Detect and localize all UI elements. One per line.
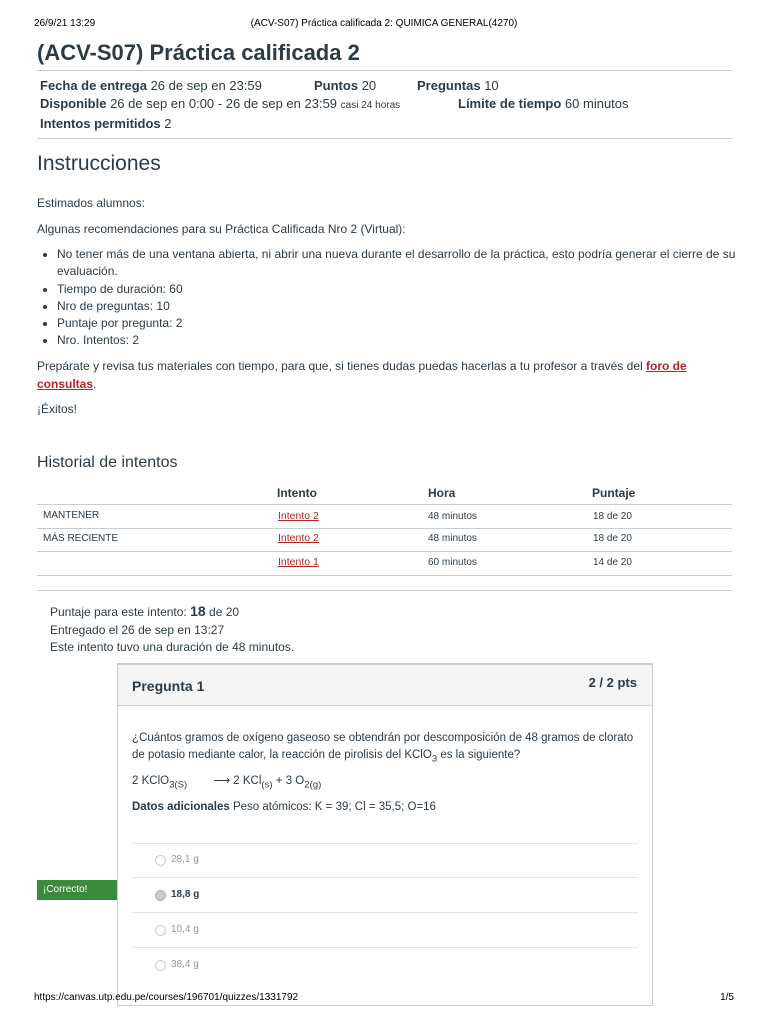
eq-left-sub: 3(S) xyxy=(169,779,188,791)
questions-label: Preguntas xyxy=(417,78,481,93)
additional-data-label: Datos adicionales xyxy=(132,801,230,813)
available-label: Disponible xyxy=(40,96,107,111)
points-label: Puntos xyxy=(314,78,359,93)
prepare-period: . xyxy=(93,376,97,391)
print-date: 26/9/21 13:29 xyxy=(34,18,96,29)
attempt-time: 48 minutos xyxy=(428,533,477,544)
score-label: Puntaje para este intento: xyxy=(50,605,187,619)
question-text-tail: es la siguiente? xyxy=(437,749,521,761)
attempts-value: 2 xyxy=(164,116,172,131)
quiz-meta-row-3 xyxy=(40,116,171,131)
table-divider xyxy=(37,551,732,552)
questions-meta xyxy=(417,78,499,93)
question-text xyxy=(132,730,637,767)
available-value: 26 de sep en 0:00 - 26 de sep en 23:59 xyxy=(110,96,338,111)
answer-divider xyxy=(132,912,638,913)
eq-arrow: ⟶ xyxy=(213,775,231,787)
intro-text: Algunas recomendaciones para su Práctica Calificada Nro 2 (Virtual): xyxy=(37,222,406,236)
answer-radio[interactable] xyxy=(155,925,166,936)
question-card xyxy=(117,663,653,1006)
attempt-time: 60 minutos xyxy=(428,557,477,568)
eq-right2: 3 O xyxy=(285,775,305,787)
table-divider xyxy=(37,504,732,505)
row-label: MÁS RECIENTE xyxy=(43,533,119,544)
additional-data-value: Peso atómicos: K = 39; Cl = 35,5; O=16 xyxy=(229,801,436,813)
print-url: https://canvas.utp.edu.pe/courses/196701/quizzes/1331792 xyxy=(34,992,299,1003)
attempt-time: 48 minutos xyxy=(428,511,477,522)
answer-option: 10,4 g xyxy=(171,924,199,935)
print-header xyxy=(34,18,734,32)
time-limit-label: Límite de tiempo xyxy=(458,96,562,111)
available-note: casi 24 horas xyxy=(340,100,401,111)
history-heading: Historial de intentos xyxy=(37,454,178,471)
eq-plus: + xyxy=(275,775,283,787)
column-header-time: Hora xyxy=(428,486,456,500)
column-header-score: Puntaje xyxy=(592,486,636,500)
questions-value: 10 xyxy=(484,78,499,93)
column-header-attempt: Intento xyxy=(277,486,317,500)
answer-option-selected: 18,8 g xyxy=(171,889,200,900)
greeting: Estimados alumnos: xyxy=(37,196,146,210)
reaction-equation xyxy=(132,773,637,793)
answer-divider xyxy=(132,877,638,878)
answer-divider xyxy=(132,843,638,844)
answer-radio[interactable] xyxy=(155,960,166,971)
attempt-link[interactable]: Intento 2 xyxy=(278,510,319,522)
recommendations-list xyxy=(37,246,747,350)
score-value: 18 xyxy=(190,603,206,619)
duration-text: Este intento tuvo una duración de 48 minutos. xyxy=(50,640,295,654)
answer-divider xyxy=(132,947,638,948)
due-label: Fecha de entrega xyxy=(40,78,147,93)
points-value: 20 xyxy=(361,78,377,93)
additional-data xyxy=(132,799,637,816)
question-text-sub: 3 xyxy=(431,753,438,765)
forum-link[interactable]: foro de consultas xyxy=(37,359,687,391)
attempt-score: 14 de 20 xyxy=(593,557,632,568)
list-item: • Nro de preguntas: 10 xyxy=(57,298,747,315)
attempt-score: 18 de 20 xyxy=(593,511,632,522)
list-item: • No tener más de una ventana abierta, ni abrir una nueva durante el desarrollo de la práctica, esto podría generar el cierre de su evaluación. xyxy=(57,246,747,281)
answer-radio-selected[interactable] xyxy=(155,890,166,901)
score-total: de 20 xyxy=(209,605,240,619)
time-limit-meta xyxy=(458,96,629,111)
question-title: Pregunta 1 xyxy=(132,678,205,694)
eq-right1-sub: (s) xyxy=(261,779,273,791)
list-item: • Puntaje por pregunta: 2 xyxy=(57,315,747,332)
eq-right2-sub: 2(g) xyxy=(304,779,322,791)
question-header xyxy=(118,665,652,706)
score-summary xyxy=(50,603,239,619)
table-divider xyxy=(37,528,732,529)
closing-text: ¡Éxitos! xyxy=(37,402,78,416)
answer-option: 28,1 g xyxy=(171,854,199,865)
points-meta xyxy=(314,78,376,93)
time-limit-value: 60 minutos xyxy=(564,96,629,111)
due-value: 26 de sep en 23:59 xyxy=(150,78,262,93)
section-divider xyxy=(37,590,732,591)
question-text-main: ¿Cuántos gramos de oxígeno gaseoso se obtendrán por descomposición de 48 gramos de clorato de potasio mediante calor, la reacción de pirolisis del KClO xyxy=(132,732,634,761)
print-title: (ACV-S07) Práctica calificada 2: QUIMICA GENERAL(4270) xyxy=(250,18,518,29)
correct-tag: ¡Correcto! xyxy=(37,880,121,900)
eq-left: 2 KClO xyxy=(132,775,170,787)
quiz-meta-row-1 xyxy=(40,78,262,93)
attempts-label: Intentos permitidos xyxy=(40,116,161,131)
list-item: • Nro. Intentos: 2 xyxy=(57,332,747,349)
answer-option: 38,4 g xyxy=(171,959,199,970)
eq-right1: 2 KCl xyxy=(233,775,262,787)
attempt-link[interactable]: Intento 2 xyxy=(278,532,319,544)
prepare-text: Prepárate y revisa tus materiales con tiempo, para que, si tienes dudas puedas hacerlas a tu profesor a través del xyxy=(37,359,646,373)
list-item: • Tiempo de duración: 60 xyxy=(57,281,747,298)
divider xyxy=(37,70,732,71)
submitted-text: Entregado el 26 de sep en 13:27 xyxy=(50,623,225,637)
divider xyxy=(37,138,732,139)
quiz-meta-row-2 xyxy=(40,96,400,111)
table-divider xyxy=(37,575,732,576)
print-footer xyxy=(34,992,734,1006)
answer-radio[interactable] xyxy=(155,855,166,866)
instructions-heading: Instrucciones xyxy=(37,152,161,175)
attempt-link[interactable]: Intento 1 xyxy=(278,556,319,568)
question-points: 2 / 2 pts xyxy=(588,675,637,690)
prepare-paragraph xyxy=(37,358,727,393)
print-page-number: 1/5 xyxy=(720,992,734,1003)
page-title: (ACV-S07) Práctica calificada 2 xyxy=(37,40,360,65)
row-label: MANTENER xyxy=(43,510,100,521)
attempt-score: 18 de 20 xyxy=(593,533,632,544)
